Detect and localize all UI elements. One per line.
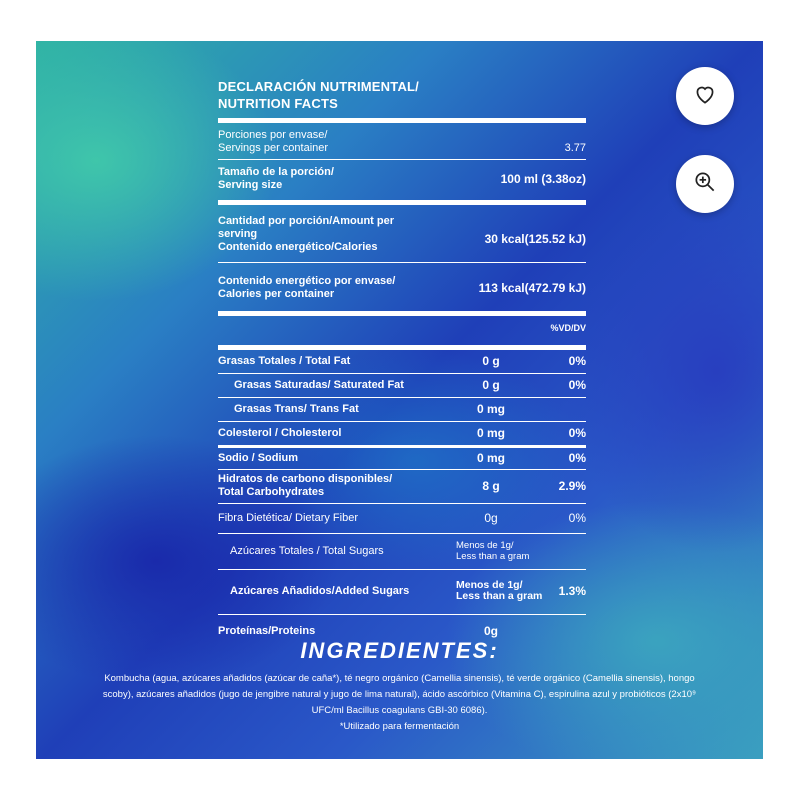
nutrient-row-saturated-fat: Grasas Saturadas/ Saturated Fat 0 g 0% [234,378,586,392]
container-calories-row: Contenido energético por envase/ Calories per container 113 kcal(472.79 kJ) [218,275,586,300]
calories-row: Cantidad por porción/Amount per serving Contenido energético/Calories 30 kcal(125.52 kJ) [218,215,586,253]
calories-value: 30 kcal(125.52 kJ) [484,232,586,246]
nutrient-row-total-sugars: Azúcares Totales / Total Sugars Menos de 1g/ Less than a gram [230,540,530,562]
nutrient-row-sodium: Sodio / Sodium 0 mg 0% [218,451,586,465]
servings-value: 3.77 [564,142,586,154]
nutrient-row-trans-fat: Grasas Trans/ Trans Fat 0 mg [234,402,505,416]
container-calories-value: 113 kcal(472.79 kJ) [478,280,586,295]
nutrient-row-cholesterol: Colesterol / Cholesterol 0 mg 0% [218,426,586,440]
favorite-button[interactable] [676,67,734,125]
serving-size-value: 100 ml (3.38oz) [500,171,586,186]
nutrient-row-total-fat: Grasas Totales / Total Fat 0 g 0% [218,354,586,368]
nutrient-row-added-sugars: Azúcares Añadidos/Added Sugars Menos de 1g/ Less than a gram 1.3% [230,579,586,602]
heart-icon [692,81,718,112]
ingredients-note: *Utilizado para fermentación [339,721,460,732]
dv-header: %VD/DV [550,323,586,333]
dv-header-row [218,316,586,345]
ingredients-text: Kombucha (agua, azúcares añadidos (azúcar de caña*), té negro orgánico (Camellia sinensis), té verde orgánico (Camellia sinensis), hongo scoby), azúcares añadidos (jugo de jengibre natural y jugo de lima natural), ácido ascórbico (Vitamina C), espirulina azul y probióticos (2x10⁹ UFC/ml Bacillus coagulans GBI-30 6086). *Utilizado para fermentación [96,671,703,735]
nutrition-title: DECLARACIÓN NUTRIMENTAL/ NUTRITION FACTS [218,79,419,111]
nutrient-row-dietary-fiber: Fibra Dietética/ Dietary Fiber 0g 0% [218,511,586,525]
nutrition-facts-panel [218,78,586,648]
product-image [36,41,763,759]
zoom-button[interactable] [676,155,734,213]
nutrient-row-carbohydrates: Hidratos de carbono disponibles/ Total Carbohydrates 8 g 2.9% [218,473,586,498]
ingredients-title: INGREDIENTES: [300,638,499,663]
servings-row: Porciones por envase/ Servings per container 3.77 [218,129,586,154]
nutrient-row-proteins: Proteínas/Proteins 0g [218,624,498,638]
serving-size-row: Tamaño de la porción/ Serving size 100 ml (3.38oz) [218,166,586,191]
zoom-in-icon [692,169,718,200]
